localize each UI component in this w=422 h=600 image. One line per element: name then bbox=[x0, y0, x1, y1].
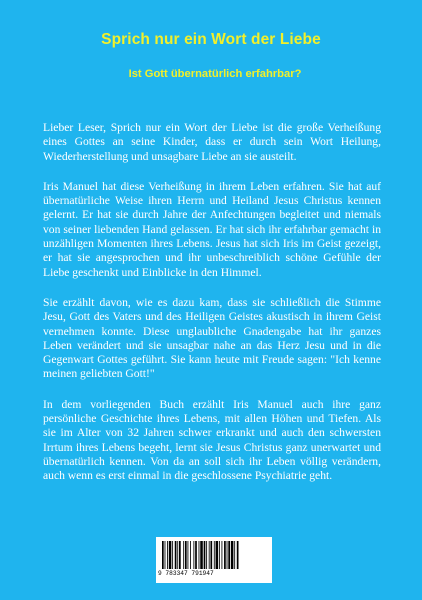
blurb-text bbox=[43, 121, 381, 500]
book-title: Sprich nur ein Wort der Liebe bbox=[101, 31, 321, 48]
paragraph-2: Iris Manuel hat diese Verheißung in ihrem Leben erfahren. Sie hat auf übernatürliche Weise ihren Herrn und Heiland Jesus Christus kennen gelernt. Er hat sie durch Jahre der Anfechtungen begleitet und niemals von seiner liebenden Hand gelassen. Er hat sich ihr erfahrbar gemacht in unzähligen Momenten ihres Lebens. Jesus hat sich Iris im Geist gezeigt, er hat sie angesprochen und ihr unbeschreiblich schöne Gefühle der Liebe geschenkt und Einblicke in den Himmel. bbox=[43, 179, 381, 279]
paragraph-1: Lieber Leser, Sprich nur ein Wort der Liebe ist die große Verheißung eines Gottes an seine Kinder, dass er durch sein Wort Heilung, Wiederherstellung und unsagbare Liebe an sie austeilt. bbox=[43, 121, 381, 163]
book-subtitle: Ist Gott übernatürlich erfahrbar? bbox=[128, 68, 302, 80]
isbn-barcode bbox=[156, 537, 272, 583]
paragraph-4: In dem vorliegenden Buch erzählt Iris Manuel auch ihre ganz persönliche Geschichte ihres Lebens, mit allen Höhen und Tiefen. Als sie im Alter von 32 Jahren schwer erkrankt und auch den schwersten Irrtum ihres Lebens begeht, lernt sie Jesus Christus ganz unerwartet und übernatürlich kennen. Von da an soll sich ihr Leben völlig verändern, auch wenn es erst einmal in die geschlossene Psychiatrie geht. bbox=[43, 397, 381, 483]
barcode-icon bbox=[162, 541, 266, 571]
barcode-digits: 9 783347 791947 bbox=[158, 570, 214, 577]
paragraph-3: Sie erzählt davon, wie es dazu kam, dass sie schließlich die Stimme Jesu, Gott des Vaters und des Heiligen Geistes akustisch in ihrem Geist vernehmen konnte. Diese unglaubliche Gnadengabe hat ihr ganzes Leben verändert und sie unsagbar nahe an das Herz Jesu und in die Gegenwart Gottes geführt. Sie kann heute mit Freude sagen: "Ich kenne meinen geliebten Gott!" bbox=[43, 295, 381, 381]
